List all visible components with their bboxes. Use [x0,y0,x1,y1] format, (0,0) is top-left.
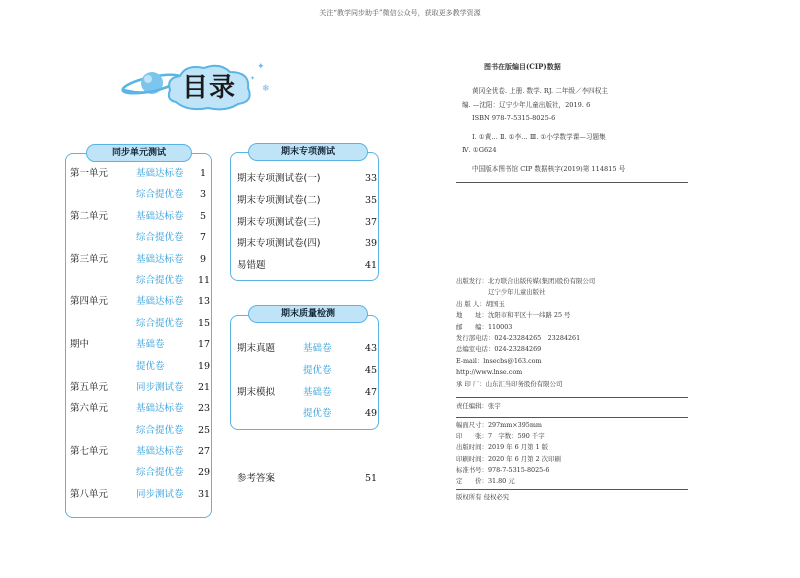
toc-page-number: 11 [198,274,211,286]
toc-page-number: 37 [365,216,378,228]
toc-page-number: 3 [199,189,206,201]
answers-row [237,468,378,489]
toc-row [237,255,378,277]
spec-line: 印 张：7 字数：590 千字 [456,432,545,441]
toc-page-number: 23 [198,403,211,415]
toc-paper-type: 基础卷 [303,386,332,398]
toc-row [70,356,210,377]
toc-paper-type: 基础达标卷 [136,253,184,265]
toc-paper-type: 基础达标卷 [136,296,184,308]
cip-line: ISBN 978-7-5315-8025-6 [472,114,556,123]
spec-line: 印刷时间：2020 年 6 月第 2 次印刷 [456,454,561,463]
toc-paper-type: 基础卷 [136,339,165,351]
toc-page-number: 45 [365,364,378,376]
publisher-line: E-mail：lnsecbs@163.com [456,356,542,365]
toc-page-number: 43 [365,343,378,354]
star-icon: ✦ [250,75,256,82]
publisher-line: 发行部电话：024-23284265 23284261 [456,334,581,343]
toc-row [237,168,378,190]
toc-paper-type: 基础达标卷 [136,210,184,222]
toc-page-number: 49 [365,408,378,420]
toc-row [70,484,210,505]
toc-page-number: 31 [198,488,211,500]
cip-line: 黄冈全优卷. 上册. 数学. RJ. 二年级／李四权主 [472,87,608,95]
toc-paper-type: 提优卷 [136,360,165,372]
toc-paper-type: 基础卷 [303,343,332,354]
header-note: 关注“教学同步助手”微信公众号，获取更多教学资源 [319,9,481,17]
toc-row [70,206,210,227]
toc-row [237,190,378,212]
toc-row [70,227,210,248]
toc-unit: 第三单元 [70,253,109,265]
toc-row [237,233,378,255]
toc-paper-type: 综合提优卷 [136,274,184,286]
toc-title: 期末专项测试卷(二) [237,194,321,206]
star-icon: ✦ [257,62,265,72]
toc-row [237,338,378,360]
toc-title: 期末专项测试卷(三) [237,216,321,228]
toc-unit: 期末模拟 [237,386,276,398]
toc-page-number: 35 [365,194,378,206]
toc-unit: 第八单元 [70,488,109,500]
toc-unit: 第一单元 [70,168,109,179]
toc-row [237,212,378,234]
publisher-line: 邮 编：110003 [456,322,513,331]
toc-row [70,420,210,441]
toc-page-number: 1 [199,168,206,179]
spec-line: 出版时间：2019 年 6 月第 1 版 [456,443,549,452]
toc-page-number: 47 [365,386,378,398]
toc-title: 期末专项测试卷(一) [237,173,321,184]
publisher-line: 总编室电话：024-23284269 [456,345,542,354]
toc-page-number: 15 [198,317,211,329]
spec-divider [456,489,688,490]
toc-paper-type: 综合提优卷 [136,317,184,329]
quality-test-list [237,338,378,425]
toc-row [70,377,210,398]
toc-page-number: 39 [365,238,378,250]
spec-line: 标准书号：978-7-5315-8025-6 [456,465,550,474]
editor-line: 责任编辑：张宇 [456,402,501,410]
toc-row [237,360,378,382]
toc-paper-type: 提优卷 [303,408,332,420]
toc-row [70,334,210,355]
cip-heading: 图书在版编目(CIP)数据 [484,62,561,71]
sync-test-list [70,163,210,505]
copyright-line: 版权所有 侵权必究 [456,493,510,501]
cip-line: Ⅳ. ①G624 [462,146,497,155]
toc-page-number: 17 [198,339,211,351]
toc-page-number: 33 [365,173,378,184]
toc-unit: 第四单元 [70,296,109,308]
toc-paper-type: 综合提优卷 [136,467,184,479]
toc-paper-type: 综合提优卷 [136,232,184,244]
toc-page-number: 5 [199,210,206,222]
toc-paper-type: 基础达标卷 [136,446,184,458]
toc-paper-type: 基础达标卷 [136,168,184,179]
toc-row [70,398,210,419]
toc-row [70,441,210,462]
publisher-line: http://www.lnse.com [456,368,523,377]
sync-test-heading: 同步单元测试 [86,144,192,162]
toc-row [70,270,210,291]
toc-row [70,291,210,312]
cip-line: 中国版本图书馆 CIP 数据核字(2019)第 114815 号 [472,164,626,173]
publisher-line: 承 印 厂：山东汇当印务股份有限公司 [456,379,563,388]
cip-block [462,85,702,177]
toc-row [237,403,378,425]
toc-unit: 第二单元 [70,210,109,222]
special-test-list [237,168,378,277]
toc-unit: 期末真题 [237,343,276,354]
publisher-line: 出版发行：北方联合出版传媒(集团)股份有限公司 [456,277,596,285]
toc-paper-type: 同步测试卷 [136,488,184,500]
toc-title: 易错题 [237,260,266,272]
toc-row [70,163,210,184]
toc-page-number: 29 [198,467,211,479]
toc-page-number: 41 [365,260,378,272]
quality-test-heading: 期末质量检测 [248,305,368,323]
toc-row [70,313,210,334]
toc-paper-type: 基础达标卷 [136,403,184,415]
star-icon: ❄ [262,84,270,94]
cip-line: Ⅰ. ①黄… Ⅱ. ①李… Ⅲ. ①小学数学课—习题集 [472,132,606,141]
spec-line: 定 价：31.80 元 [456,477,515,486]
toc-title: 期末专项测试卷(四) [237,238,321,250]
toc-page-number: 27 [198,446,211,458]
toc-page-number: 19 [198,360,211,372]
publisher-info [456,276,688,390]
print-specs [456,420,688,487]
toc-page-number: 25 [198,424,211,436]
toc-unit: 第六单元 [70,403,109,415]
toc-row [70,249,210,270]
toc-unit: 第五单元 [70,381,109,393]
publisher-line: 辽宁少年儿童出版社 [456,288,546,297]
toc-page-number: 9 [199,253,206,265]
toc-row [70,184,210,205]
answers-page: 51 [365,473,378,484]
toc-paper-type: 综合提优卷 [136,424,184,436]
answers-label: 参考答案 [237,473,276,484]
cip-divider [456,182,688,183]
page-title: 目录 [181,73,236,103]
editor-divider [456,417,688,418]
publisher-divider [456,397,688,398]
toc-unit: 期中 [70,339,90,351]
toc-page-number: 21 [198,381,211,393]
toc-unit: 第七单元 [70,446,109,458]
cip-line: 编. —沈阳：辽宁少年儿童出版社，2019. 6 [462,100,591,109]
special-test-heading: 期末专项测试 [248,143,368,161]
toc-row [237,382,378,404]
publisher-line: 出 版 人：胡国玉 [456,299,505,308]
toc-paper-type: 同步测试卷 [136,381,184,393]
toc-row [70,462,210,483]
toc-paper-type: 综合提优卷 [136,189,184,201]
toc-page-number: 7 [199,232,206,244]
spec-line: 幅面尺寸：297mm×395mm [456,421,542,429]
toc-page-number: 13 [198,296,211,308]
publisher-line: 地 址：沈阳市和平区十一纬路 25 号 [456,311,571,320]
toc-paper-type: 提优卷 [303,364,332,376]
